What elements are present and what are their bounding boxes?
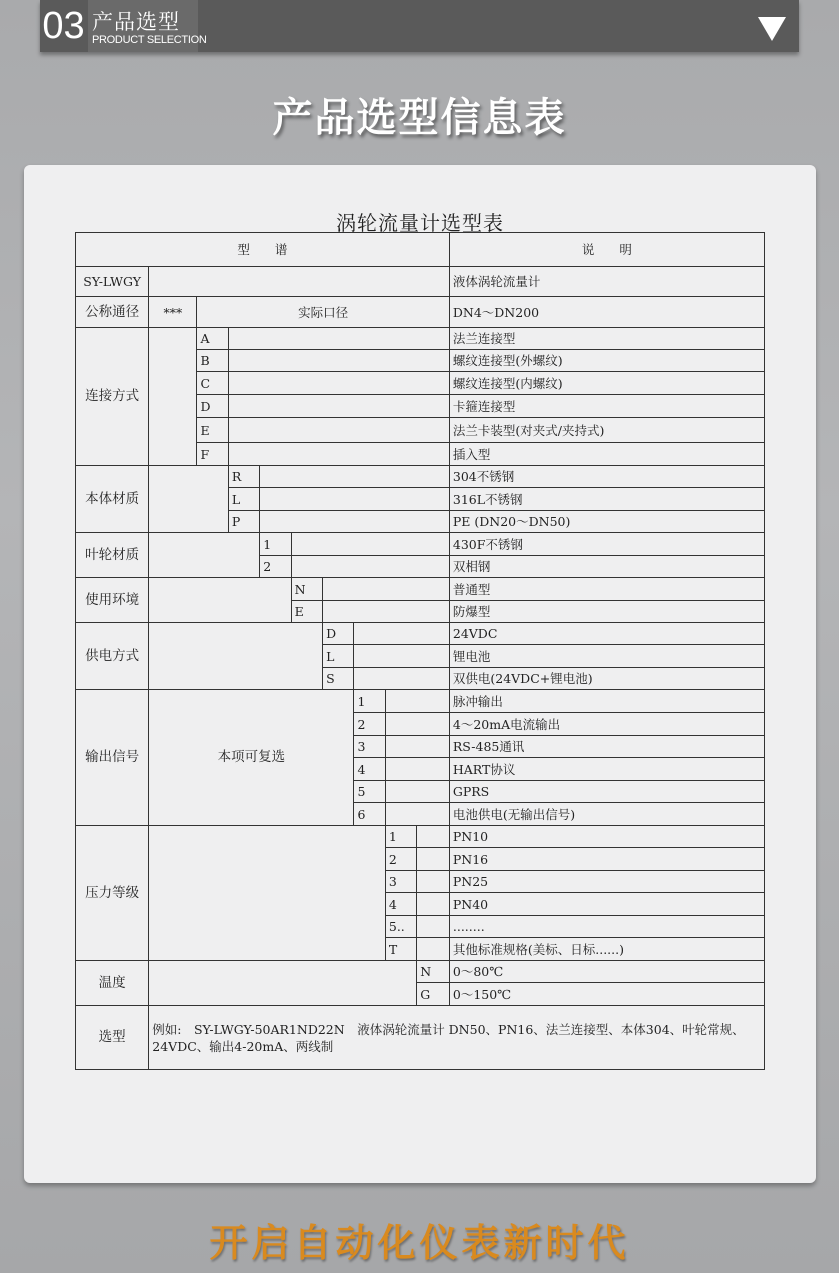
table-title: 涡轮流量计选型表 <box>336 211 504 235</box>
table-row <box>76 267 765 297</box>
option-desc: 卡箍连接型 <box>449 395 764 418</box>
option-desc: 锂电池 <box>449 645 764 668</box>
option-code: 4 <box>385 893 416 916</box>
option-code: N <box>417 961 450 983</box>
empty-cell <box>260 466 450 488</box>
option-code: D <box>323 623 354 645</box>
empty-cell <box>149 578 291 623</box>
diameter-name: 实际口径 <box>197 297 449 328</box>
option-desc: 防爆型 <box>449 601 764 623</box>
option-desc: 304不锈钢 <box>449 466 764 488</box>
table-row <box>76 328 765 350</box>
col-spec-header: 型 谱 <box>76 233 450 267</box>
table-row <box>76 466 765 488</box>
option-code: 2 <box>354 713 385 736</box>
option-code: S <box>323 668 354 690</box>
option-desc: 430F不锈钢 <box>449 533 764 556</box>
selection-example: 例如: SY-LWGY-50AR1ND22N 液体涡轮流量计 DN50、PN16、法兰连接型、本体304、叶轮常规、24VDC、输出4-20mA、两线制 <box>149 1006 765 1070</box>
option-desc: PN40 <box>449 893 764 916</box>
diameter-desc: DN4～DN200 <box>449 297 764 328</box>
body-material-label: 本体材质 <box>76 466 149 533</box>
empty-cell <box>228 418 449 443</box>
empty-cell <box>385 803 449 826</box>
environment-label: 使用环境 <box>76 578 149 623</box>
empty-cell <box>385 736 449 758</box>
page-title: 产品选型信息表 <box>272 95 567 141</box>
triangle-down-icon[interactable] <box>758 17 786 41</box>
option-desc: 法兰连接型 <box>449 328 764 350</box>
section-header <box>40 0 799 52</box>
empty-cell <box>260 511 450 533</box>
empty-cell <box>323 578 450 601</box>
option-desc: HART协议 <box>449 758 764 781</box>
selection-table <box>75 232 765 1070</box>
option-code: P <box>228 511 259 533</box>
empty-cell <box>323 601 450 623</box>
empty-cell <box>228 328 449 350</box>
empty-cell <box>149 466 229 533</box>
slogan: 开启自动化仪表新时代 <box>209 1220 630 1265</box>
empty-cell <box>385 713 449 736</box>
empty-cell <box>149 267 450 297</box>
option-code: D <box>197 395 228 418</box>
output-note: 本项可复选 <box>149 690 354 826</box>
option-desc: 316L不锈钢 <box>449 488 764 511</box>
option-code: 3 <box>385 871 416 893</box>
option-code: 5 <box>354 781 385 803</box>
option-desc: 法兰卡装型(对夹式/夹持式) <box>449 418 764 443</box>
empty-cell <box>149 533 260 578</box>
empty-cell <box>385 781 449 803</box>
table-row <box>76 1006 765 1070</box>
selection-label: 选型 <box>76 1006 149 1070</box>
option-code: 1 <box>354 690 385 713</box>
empty-cell <box>291 533 449 556</box>
empty-cell <box>354 623 449 645</box>
selection-card <box>24 165 816 1183</box>
empty-cell <box>228 372 449 395</box>
option-code: T <box>385 938 416 961</box>
empty-cell <box>417 916 450 938</box>
option-code: 4 <box>354 758 385 781</box>
empty-cell <box>354 668 449 690</box>
option-desc: 4～20mA电流输出 <box>449 713 764 736</box>
table-row <box>76 826 765 848</box>
power-label: 供电方式 <box>76 623 149 690</box>
option-desc: RS-485通讯 <box>449 736 764 758</box>
empty-cell <box>149 961 417 1006</box>
table-row <box>76 533 765 556</box>
empty-cell <box>228 443 449 466</box>
empty-cell <box>149 623 323 690</box>
empty-cell <box>228 350 449 372</box>
option-desc: 脉冲输出 <box>449 690 764 713</box>
option-code: A <box>197 328 228 350</box>
section-category <box>88 0 207 52</box>
model-desc: 液体涡轮流量计 <box>449 267 764 297</box>
option-desc: 双相钢 <box>449 556 764 578</box>
empty-cell <box>291 556 449 578</box>
col-desc-header: 说 明 <box>449 233 764 267</box>
empty-cell <box>417 871 450 893</box>
option-code: G <box>417 983 450 1006</box>
option-desc: PN25 <box>449 871 764 893</box>
option-code: R <box>228 466 259 488</box>
empty-cell <box>417 848 450 871</box>
impeller-material-label: 叶轮材质 <box>76 533 149 578</box>
option-code: 1 <box>385 826 416 848</box>
option-code: 2 <box>385 848 416 871</box>
table-row <box>76 578 765 601</box>
option-code: E <box>291 601 322 623</box>
option-code: E <box>197 418 228 443</box>
model-code: SY-LWGY <box>76 267 149 297</box>
option-code: B <box>197 350 228 372</box>
diameter-label: 公称通径 <box>76 297 149 328</box>
option-code: N <box>291 578 322 601</box>
option-code: 3 <box>354 736 385 758</box>
option-desc: 0～80℃ <box>449 961 764 983</box>
empty-cell <box>385 758 449 781</box>
pressure-label: 压力等级 <box>76 826 149 961</box>
option-desc: 螺纹连接型(内螺纹) <box>449 372 764 395</box>
option-desc: GPRS <box>449 781 764 803</box>
option-desc: ........ <box>449 916 764 938</box>
option-code: 2 <box>260 556 291 578</box>
option-code: C <box>197 372 228 395</box>
option-code: 1 <box>260 533 291 556</box>
section-number: 03 <box>42 5 85 47</box>
diameter-code: *** <box>149 297 197 328</box>
empty-cell <box>417 938 450 961</box>
option-desc: PN16 <box>449 848 764 871</box>
empty-cell <box>385 690 449 713</box>
option-code: 5.. <box>385 916 416 938</box>
option-desc: 插入型 <box>449 443 764 466</box>
option-desc: PE (DN20～DN50) <box>449 511 764 533</box>
table-row <box>76 623 765 645</box>
option-code: L <box>228 488 259 511</box>
empty-cell <box>354 645 449 668</box>
table-row <box>76 690 765 713</box>
temperature-label: 温度 <box>76 961 149 1006</box>
empty-cell <box>417 893 450 916</box>
empty-cell <box>260 488 450 511</box>
option-desc: 24VDC <box>449 623 764 645</box>
option-desc: 其他标准规格(美标、日标......) <box>449 938 764 961</box>
option-code: F <box>197 443 228 466</box>
section-title-en: PRODUCT SELECTION <box>92 34 207 46</box>
table-row <box>76 297 765 328</box>
option-desc: PN10 <box>449 826 764 848</box>
option-code: L <box>323 645 354 668</box>
empty-cell <box>149 328 197 466</box>
option-code: 6 <box>354 803 385 826</box>
section-title-cn: 产品选型 <box>92 10 180 34</box>
table-header-row <box>76 233 765 267</box>
table-row <box>76 961 765 983</box>
connection-label: 连接方式 <box>76 328 149 466</box>
option-desc: 双供电(24VDC+锂电池) <box>449 668 764 690</box>
option-desc: 普通型 <box>449 578 764 601</box>
empty-cell <box>417 826 450 848</box>
option-desc: 0～150℃ <box>449 983 764 1006</box>
empty-cell <box>149 826 386 961</box>
option-desc: 电池供电(无输出信号) <box>449 803 764 826</box>
option-desc: 螺纹连接型(外螺纹) <box>449 350 764 372</box>
empty-cell <box>228 395 449 418</box>
output-label: 输出信号 <box>76 690 149 826</box>
